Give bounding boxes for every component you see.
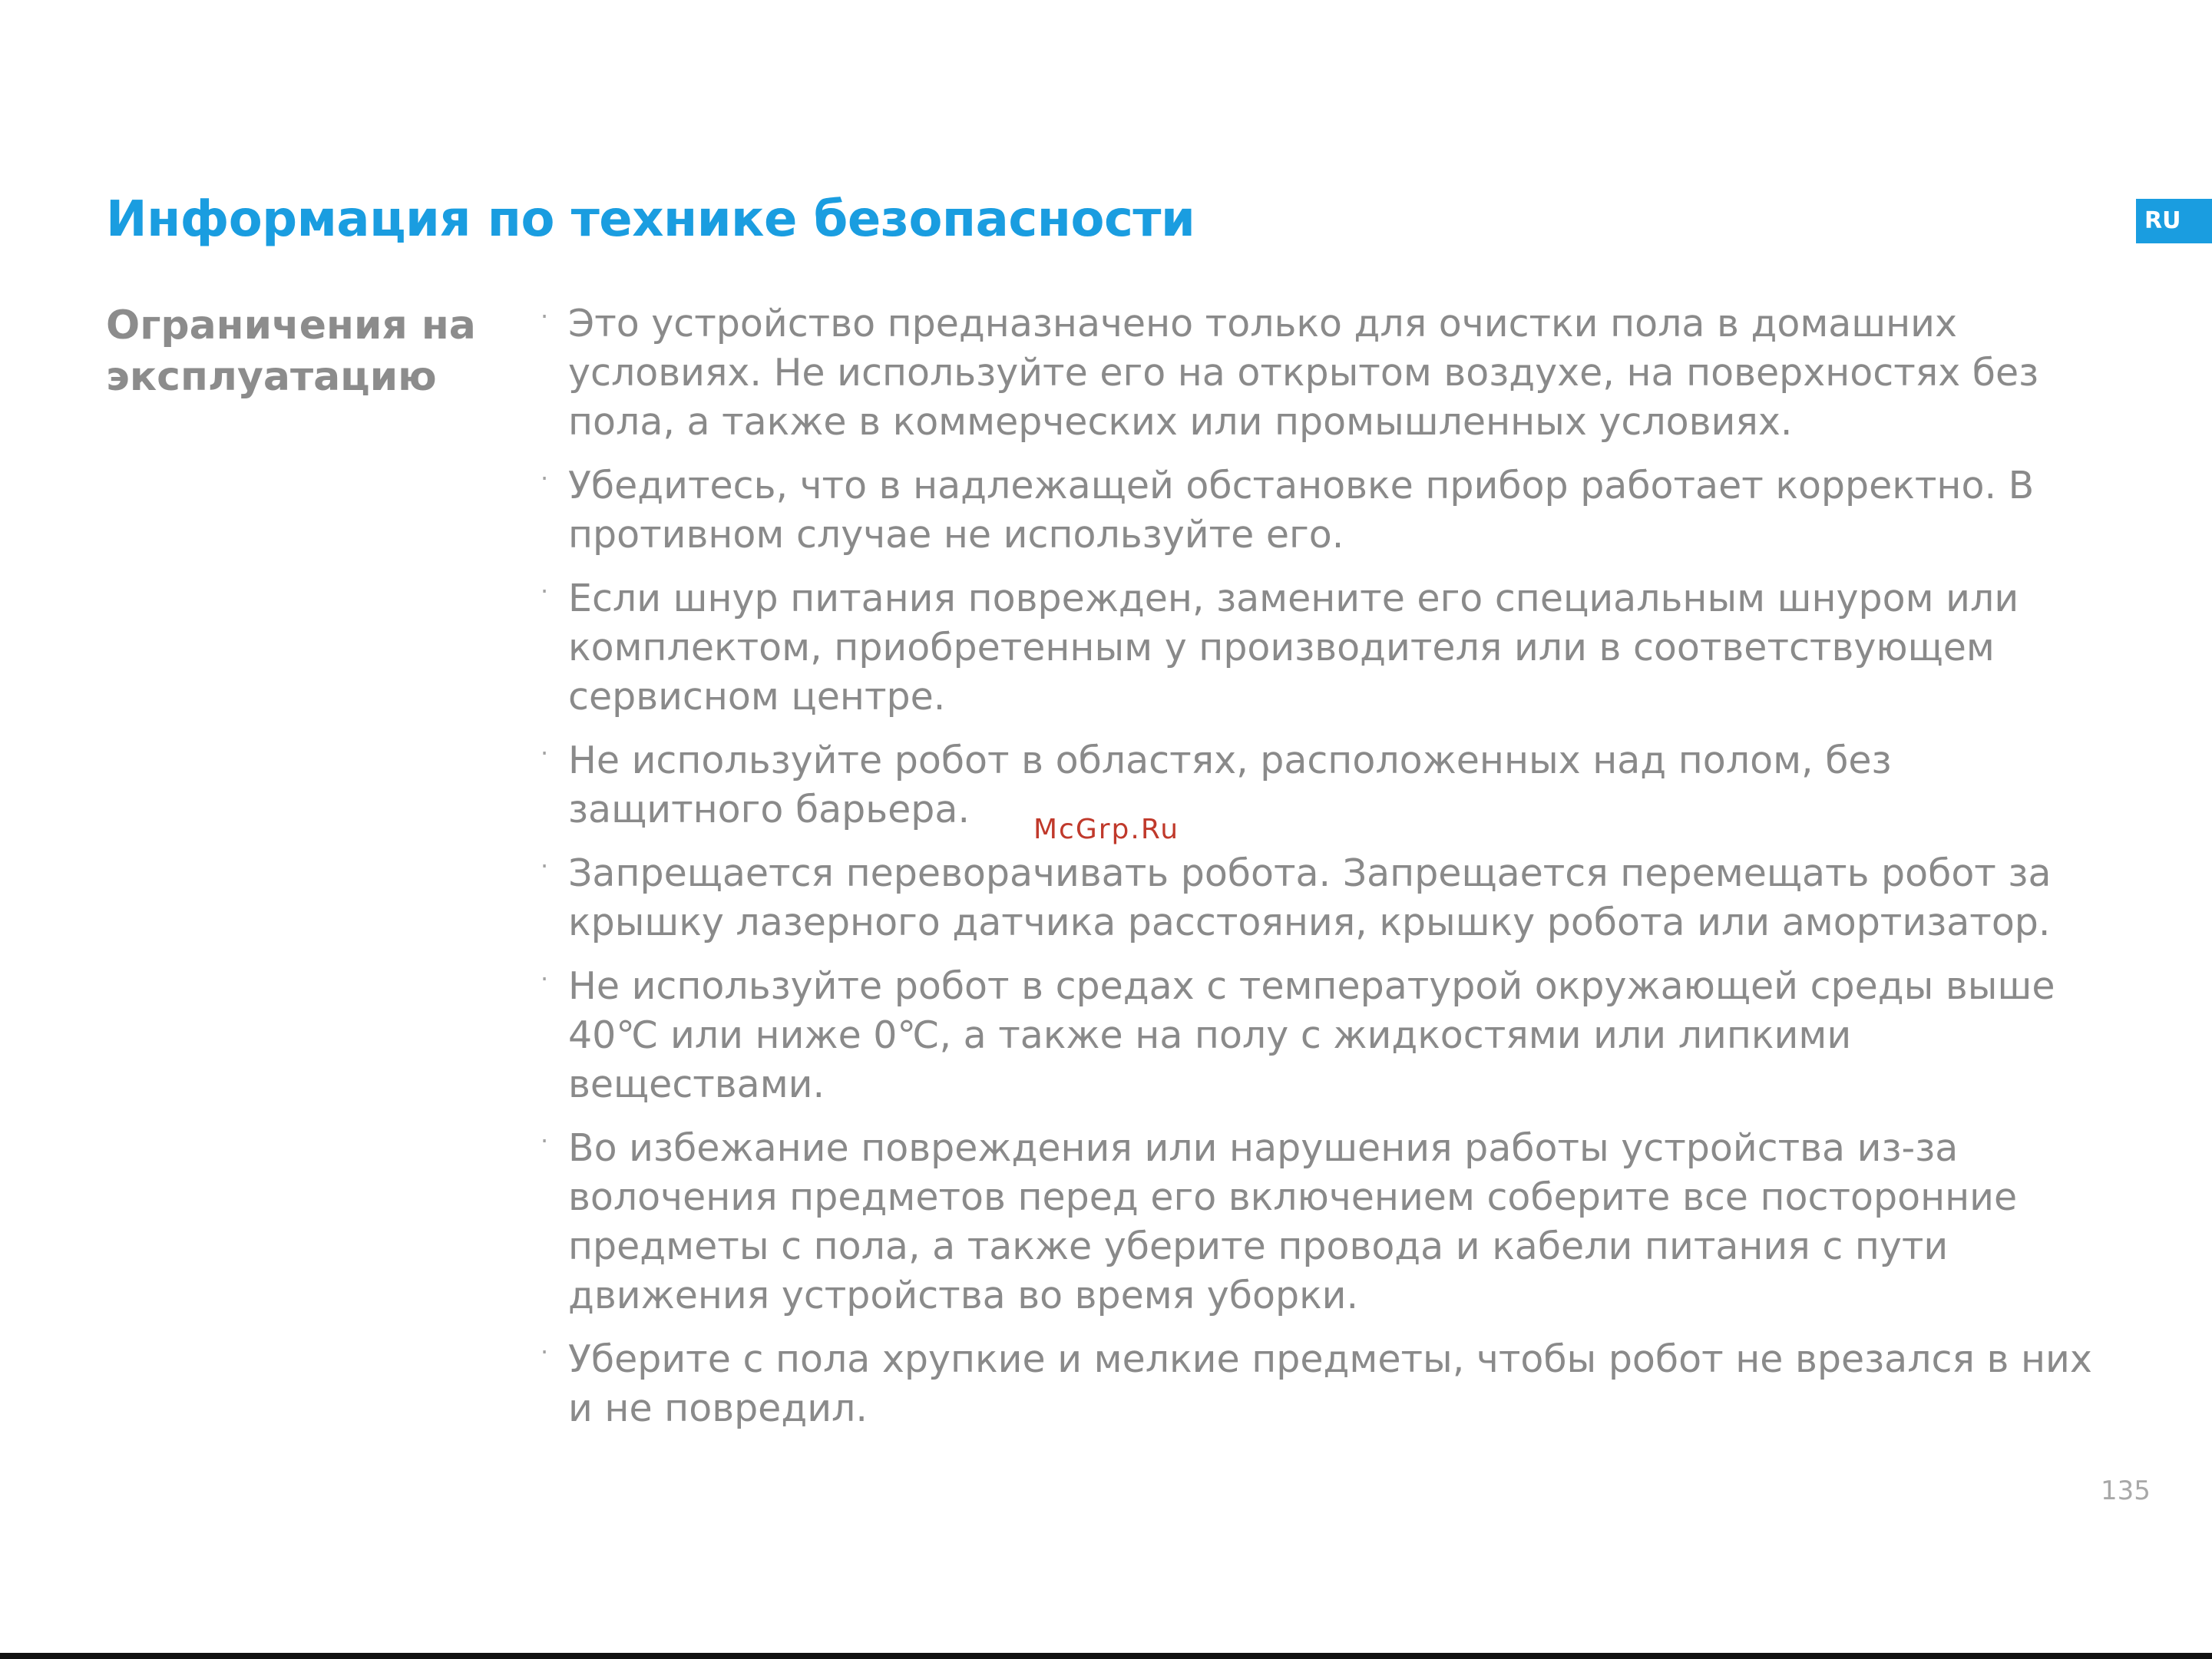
watermark-text: McGrp.Ru [1033,814,1180,845]
rule-text: Если шнур питания поврежден, замените его специальным шнуром или комплектом, приобретенным у производителя или в соответствующем сервисном центре. [568,577,2019,719]
bottom-divider [0,1653,2212,1659]
rule-text: Во избежание повреждения или нарушения работы устройства из-за волочения предметов перед его включением соберите все посторонние предметы с пола, а также уберите провода и кабели питания с пути движения устройства во время уборки. [568,1126,2018,1317]
page-title: Информация по технике безопасности [106,191,1195,248]
rule-text: Запрещается переворачивать робота. Запрещается перемещать робот за крышку лазерного датчика расстояния, крышку робота или амортизатор. [568,851,2052,944]
list-item [539,1335,2105,1433]
rule-text: Не используйте робот в областях, расположенных над полом, без защитного барьера. [568,739,1892,831]
rule-text: Не используйте робот в средах с температурой окружающей среды выше 40℃ или ниже 0℃, а также на полу с жидкостями или липкими веществами. [568,964,2055,1106]
list-item [539,962,2105,1109]
list-item [539,1124,2105,1320]
list-item [539,849,2105,947]
bullet-dot-icon: · [541,739,549,768]
bullet-dot-icon: · [541,464,549,493]
list-item [539,736,2105,834]
list-item [539,299,2105,447]
list-item [539,461,2105,560]
rule-text: Убедитесь, что в надлежащей обстановке прибор работает корректно. В противном случае не используйте его. [568,464,2035,557]
section-heading: Ограничения на эксплуатацию [106,302,476,400]
bullet-dot-icon: · [541,1337,549,1367]
bullet-dot-icon: · [541,577,549,606]
rule-text: Это устройство предназначено только для очистки пола в домашних условиях. Не используйте его на открытом воздухе, на поверхностях без пола, а также в коммерческих или промышленных условиях. [568,302,2039,444]
list-item [539,574,2105,722]
bullet-dot-icon: · [541,851,549,881]
language-tab: RU [2136,199,2212,243]
page-number: 135 [2101,1476,2151,1506]
bullet-dot-icon: · [541,1126,549,1155]
rule-text: Уберите с пола хрупкие и мелкие предметы, чтобы робот не врезался в них и не повредил. [568,1337,2092,1430]
bullet-dot-icon: · [541,964,549,993]
bullet-dot-icon: · [541,302,549,331]
safety-rules-list [539,299,2105,1448]
